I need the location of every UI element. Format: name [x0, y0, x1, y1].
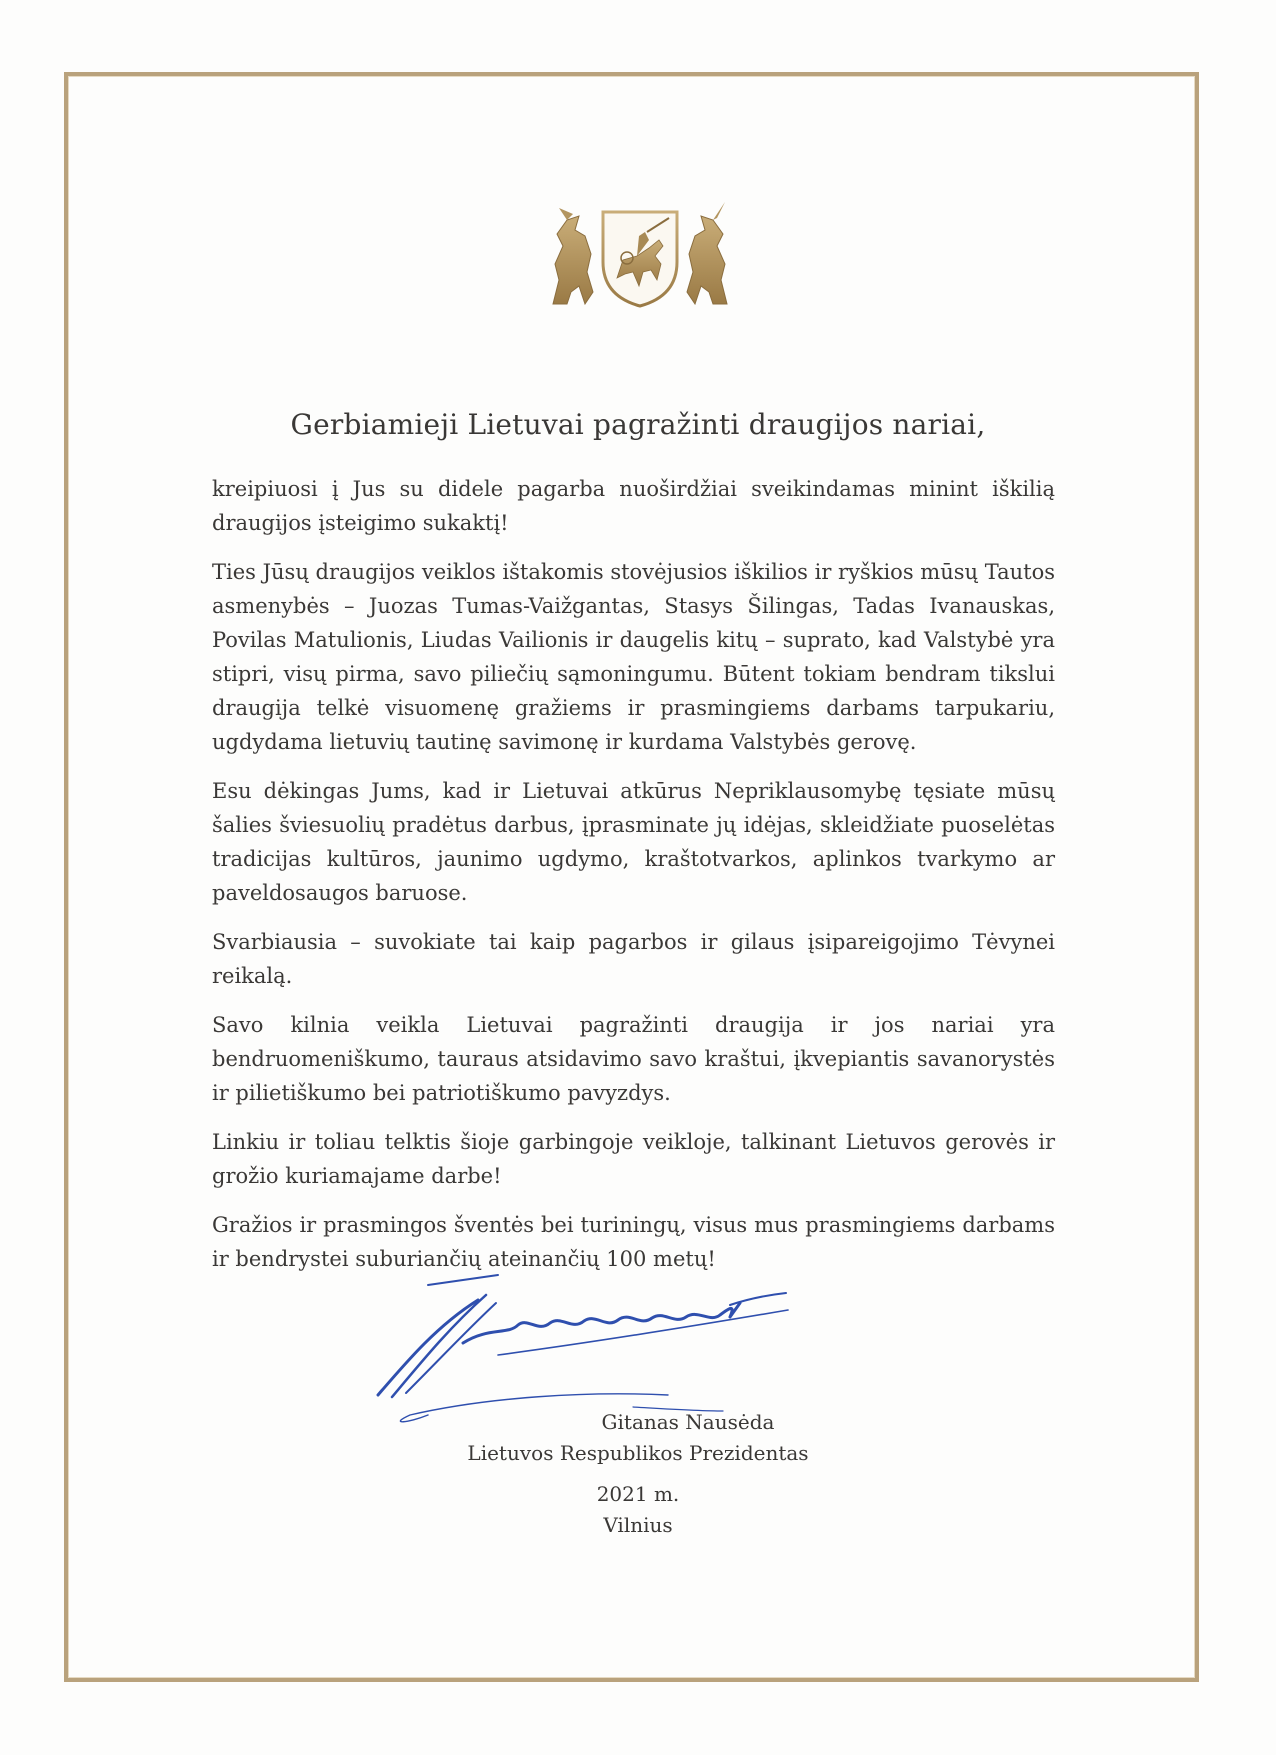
letter-place: Vilnius — [603, 1513, 673, 1537]
letter-salutation: Gerbiamieji Lietuvai pagražinti draugijos nariai, — [290, 408, 986, 441]
letter-paragraph: kreipiuosi į Jus su didele pagarba nuoširdžiai sveikindamas minint iškilią draugijos įsteigimo sukaktį! — [212, 477, 1055, 535]
signature-block — [0, 1407, 1276, 1541]
letter-paragraph: Linkiu ir toliau telktis šioje garbingoje veikloje, talkinant Lietuvos gerovės ir grožio kuriamajame darbe! — [212, 1130, 1055, 1188]
signatory-name: Gitanas Nausėda — [601, 1410, 775, 1434]
letter-body — [212, 472, 1055, 1291]
letter-paragraph: Gražios ir prasmingos šventės bei turiningų, visus mus prasmingiems darbams ir bendrystei suburiančių ateinančių 100 metų! — [212, 1213, 1055, 1271]
letter-paragraph: Esu dėkingas Jums, kad ir Lietuvai atkūrus Nepriklausomybę tęsiate mūsų šalies šviesuolių pradėtus darbus, įprasminate jų idėjas, skleidžiate puoselėtas tradicijas kultūros, jaunimo ugdymo, kraštotvarkos, aplinkos tvarkymo ar paveldosaugos baruose. — [212, 779, 1055, 905]
letter-paragraph: Svarbiausia – suvokiate tai kaip pagarbos ir gilaus įsipareigojimo Tėvynei reikalą. — [212, 930, 1055, 988]
letter-paragraph: Ties Jūsų draugijos veiklos ištakomis stovėjusios iškilios ir ryškios mūsų Tautos asmenybės – Juozas Tumas-Vaižgantas, Stasys Šilingas, Tadas Ivanauskas, Povilas Matulionis, Liudas Vailionis ir daugelis kitų – suprato, kad Valstybė yra stipri, visų pirma, savo piliečių sąmoningumu. Būtent tokiam bendram tikslui draugija telkė visuomenę gražiems ir prasmingiems darbams tarpukariu, ugdydama lietuvių tautinę savimonę ir kurdama Valstybės gerovę. — [212, 560, 1055, 754]
letter-year: 2021 m. — [596, 1482, 680, 1506]
signatory-title: Lietuvos Respublikos Prezidentas — [467, 1441, 809, 1465]
coat-of-arms-icon — [545, 200, 735, 312]
letter-paragraph: Savo kilnia veikla Lietuvai pagražinti draugija ir jos nariai yra bendruomeniškumo, tauraus atsidavimo savo kraštui, įkvepiantis savanorystės ir pilietiškumo bei patriotiškumo pavyzdys. — [212, 1013, 1055, 1105]
